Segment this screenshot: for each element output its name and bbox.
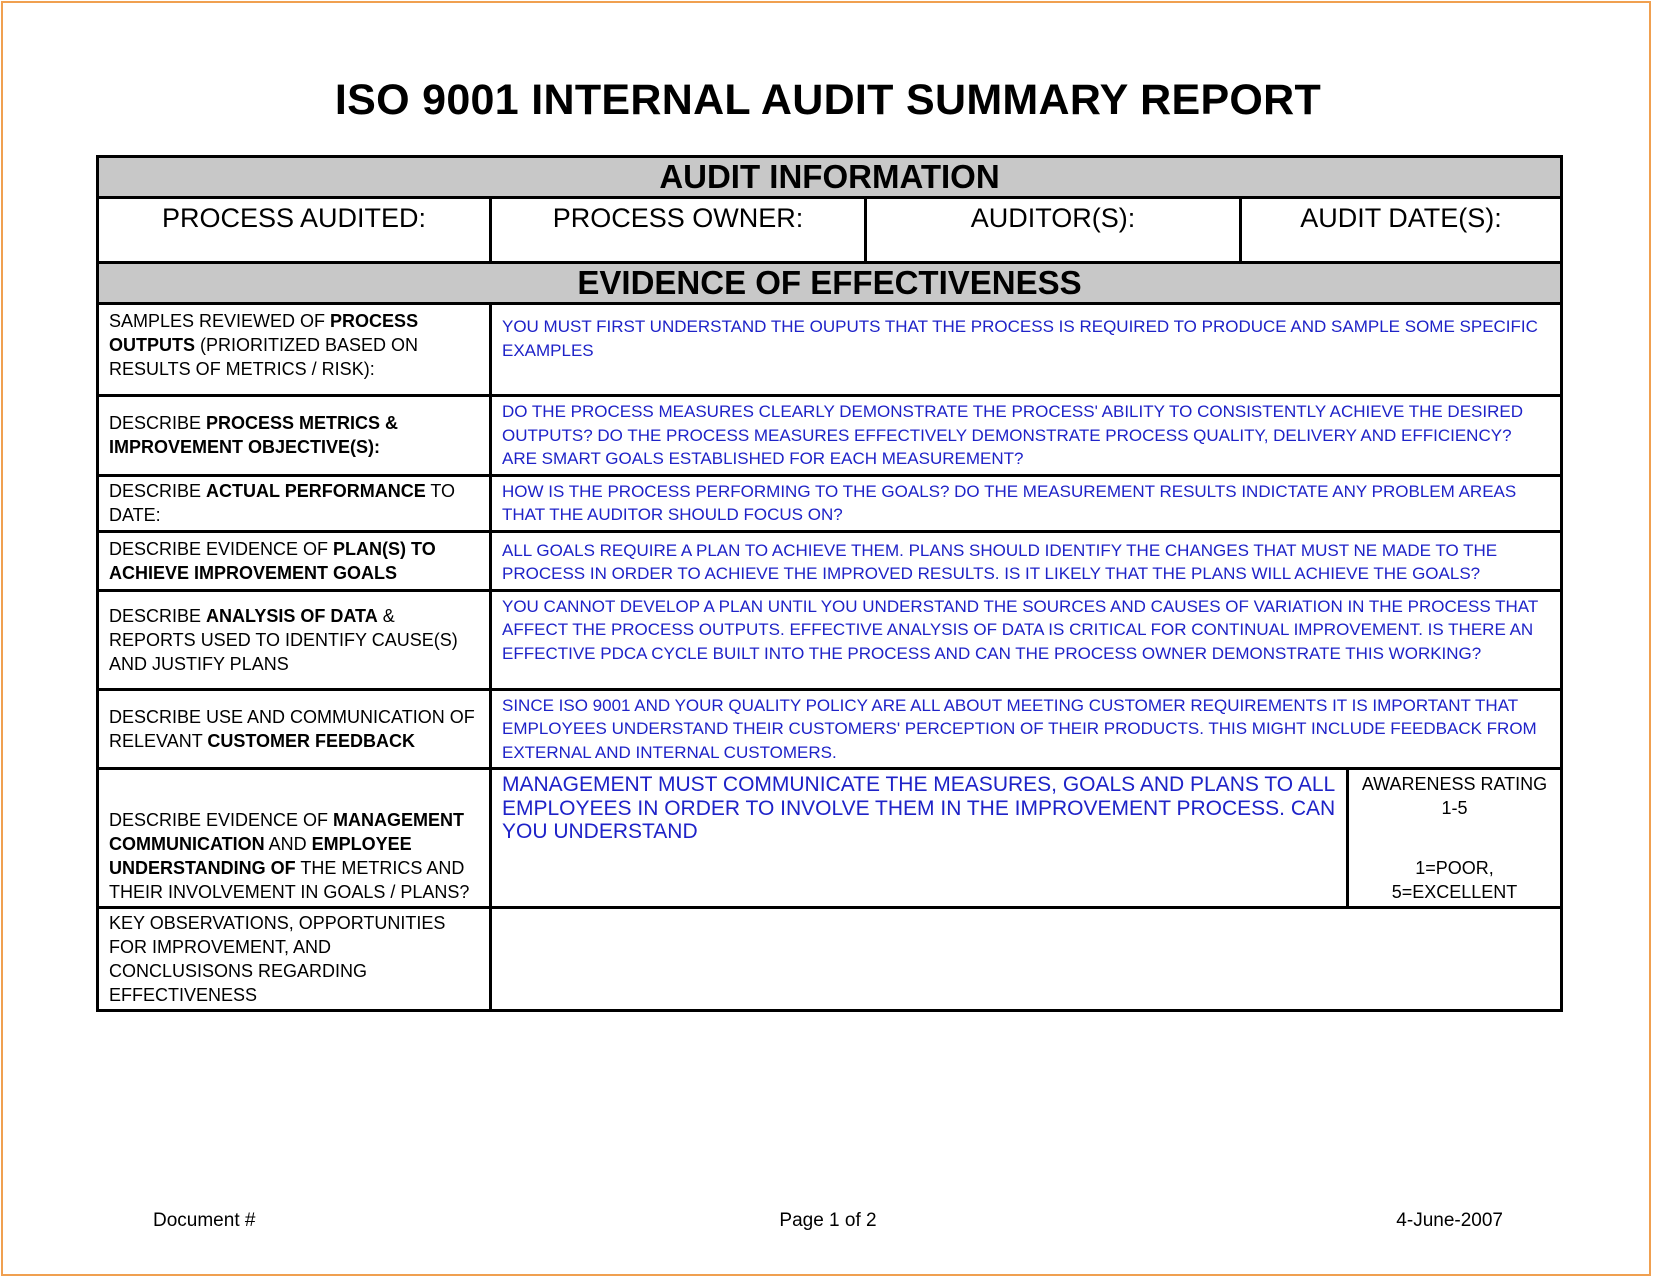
label-part: PROCESS METRICS & IMPROVEMENT OBJECTIVE(S): [109, 413, 399, 458]
label-part: PLAN(S) TO ACHIEVE IMPROVEMENT GOALS [109, 538, 436, 583]
label-part: ACTUAL PERFORMANCE [206, 481, 426, 501]
label-part: MANAGEMENT COMMUNICATION [109, 810, 465, 854]
awareness-rating-title: AWARENESS RATING 1-5 [1361, 774, 1548, 818]
audit-dates-field[interactable] [1241, 198, 1562, 263]
label-part: DESCRIBE [109, 605, 207, 626]
row-label-analysis [98, 590, 491, 689]
table-row [98, 475, 1562, 531]
guidance-metrics[interactable]: DO THE PROCESS MEASURES CLEARLY DEMONSTRATE THE PROCESS' ABILITY TO CONSISTENTLY ACHIEVE THE DESIRED OUTPUTS? DO THE PROCESS MEASURES EFFECTIVELY DEMONSTRATE PROCESS QUALITY, DELIVERY AND EFFICIENCY? ARE SMART GOALS ESTABLISHED FOR EACH MEASUREMENT? [491, 396, 1562, 476]
guidance-samples[interactable]: YOU MUST FIRST UNDERSTAND THE OUPUTS THAT THE PROCESS IS REQUIRED TO PRODUCE AND SAMPLE SOME SPECIFIC EXAMPLES [491, 304, 1562, 396]
row-label-customer-feedback [98, 689, 491, 769]
auditors-label: AUDITOR(S): [970, 203, 1136, 233]
label-part: PROCESS OUTPUTS [109, 311, 419, 355]
label-part: DESCRIBE [109, 481, 207, 501]
process-audited-field[interactable] [98, 198, 491, 263]
label-part: DESCRIBE EVIDENCE OF [109, 810, 334, 830]
label-part: ANALYSIS OF DATA [206, 605, 378, 626]
footer-date: 4-June-2007 [1396, 1210, 1503, 1231]
label-part: & REPORTS USED TO IDENTIFY CAUSE(S) AND JUSTIFY PLANS [109, 605, 458, 674]
audit-information-heading: AUDIT INFORMATION [98, 157, 1562, 198]
row-label-management [98, 769, 491, 908]
label-part: CUSTOMER FEEDBACK [207, 730, 416, 751]
label-part: DESCRIBE EVIDENCE OF [109, 538, 334, 559]
rating-scale-low: 1=POOR, [1415, 858, 1494, 878]
process-owner-label: PROCESS OWNER: [552, 203, 804, 233]
label-part: EMPLOYEE UNDERSTANDING OF [109, 834, 412, 878]
label-part: SAMPLES REVIEWED OF [109, 311, 331, 331]
label-part: DESCRIBE USE AND COMMUNICATION OF RELEVANT [109, 706, 475, 751]
table-row [98, 769, 1562, 908]
row-label-performance [98, 475, 491, 531]
row-label-samples [98, 304, 491, 396]
table-row [98, 689, 1562, 769]
label-part: AND [264, 834, 312, 854]
label-part: THE METRICS AND THEIR INVOLVEMENT IN GOALS / PLANS? [109, 858, 470, 902]
table-row [98, 590, 1562, 689]
observations-value[interactable] [491, 908, 1562, 1011]
rating-scale-high: 5=EXCELLENT [1391, 882, 1518, 902]
row-label-observations: KEY OBSERVATIONS, OPPORTUNITIES FOR IMPROVEMENT, AND CONCLUSISONS REGARDING EFFECTIVENESS [98, 908, 491, 1011]
effectiveness-heading: EVIDENCE OF EFFECTIVENESS [98, 263, 1562, 304]
footer-document-number: Document # [153, 1210, 256, 1231]
awareness-rating-cell[interactable] [1348, 769, 1562, 908]
label-part: (PRIORITIZED BASED ON RESULTS OF METRICS / RISK): [109, 335, 419, 379]
guidance-customer-feedback[interactable]: SINCE ISO 9001 AND YOUR QUALITY POLICY ARE ALL ABOUT MEETING CUSTOMER REQUIREMENTS IT IS IMPORTANT THAT EMPLOYEES UNDERSTAND THEIR CUSTOMERS' PERCEPTION OF THEIR PRODUCTS. THIS MIGHT INCLUDE FEEDBACK FROM EXTERNAL AND INTERNAL CUSTOMERS. [491, 689, 1562, 769]
table-row [98, 531, 1562, 590]
guidance-plans[interactable]: ALL GOALS REQUIRE A PLAN TO ACHIEVE THEM. PLANS SHOULD IDENTIFY THE CHANGES THAT MUST NE MADE TO THE PROCESS IN ORDER TO ACHIEVE THE IMPROVED RESULTS. IS IT LIKELY THAT THE PLANS WILL ACHIEVE THE GOALS? [491, 531, 1562, 590]
row-label-metrics [98, 396, 491, 476]
process-owner-field[interactable] [491, 198, 866, 263]
footer-page-number: Page 1 of 2 [779, 1210, 877, 1231]
guidance-analysis[interactable]: YOU CANNOT DEVELOP A PLAN UNTIL YOU UNDERSTAND THE SOURCES AND CAUSES OF VARIATION IN THE PROCESS THAT AFFECT THE PROCESS OUTPUTS. EFFECTIVE ANALYSIS OF DATA IS CRITICAL FOR CONTINUAL IMPROVEMENT. IS THERE AN EFFECTIVE PDCA CYCLE BUILT INTO THE PROCESS AND CAN THE PROCESS OWNER DEMONSTRATE THIS WORKING? [491, 590, 1562, 689]
audit-dates-label: AUDIT DATE(S): [1300, 203, 1502, 233]
table-row [98, 396, 1562, 476]
guidance-performance[interactable]: HOW IS THE PROCESS PERFORMING TO THE GOALS? DO THE MEASUREMENT RESULTS INDICTATE ANY PROBLEM AREAS THAT THE AUDITOR SHOULD FOCUS ON? [491, 475, 1562, 531]
page-title: ISO 9001 INTERNAL AUDIT SUMMARY REPORT [334, 76, 1322, 124]
process-audited-label: PROCESS AUDITED: [161, 203, 427, 233]
table-row [98, 304, 1562, 396]
auditors-field[interactable] [866, 198, 1241, 263]
label-part: TO DATE: [109, 481, 456, 525]
label-part: DESCRIBE [109, 413, 207, 434]
table-row [98, 908, 1562, 1011]
guidance-management[interactable]: MANAGEMENT MUST COMMUNICATE THE MEASURES, GOALS AND PLANS TO ALL EMPLOYEES IN ORDER TO INVOLVE THEM IN THE IMPROVEMENT PROCESS. CAN YOU UNDERSTAND [491, 769, 1348, 908]
row-label-plans [98, 531, 491, 590]
audit-report-table [96, 155, 1563, 1012]
